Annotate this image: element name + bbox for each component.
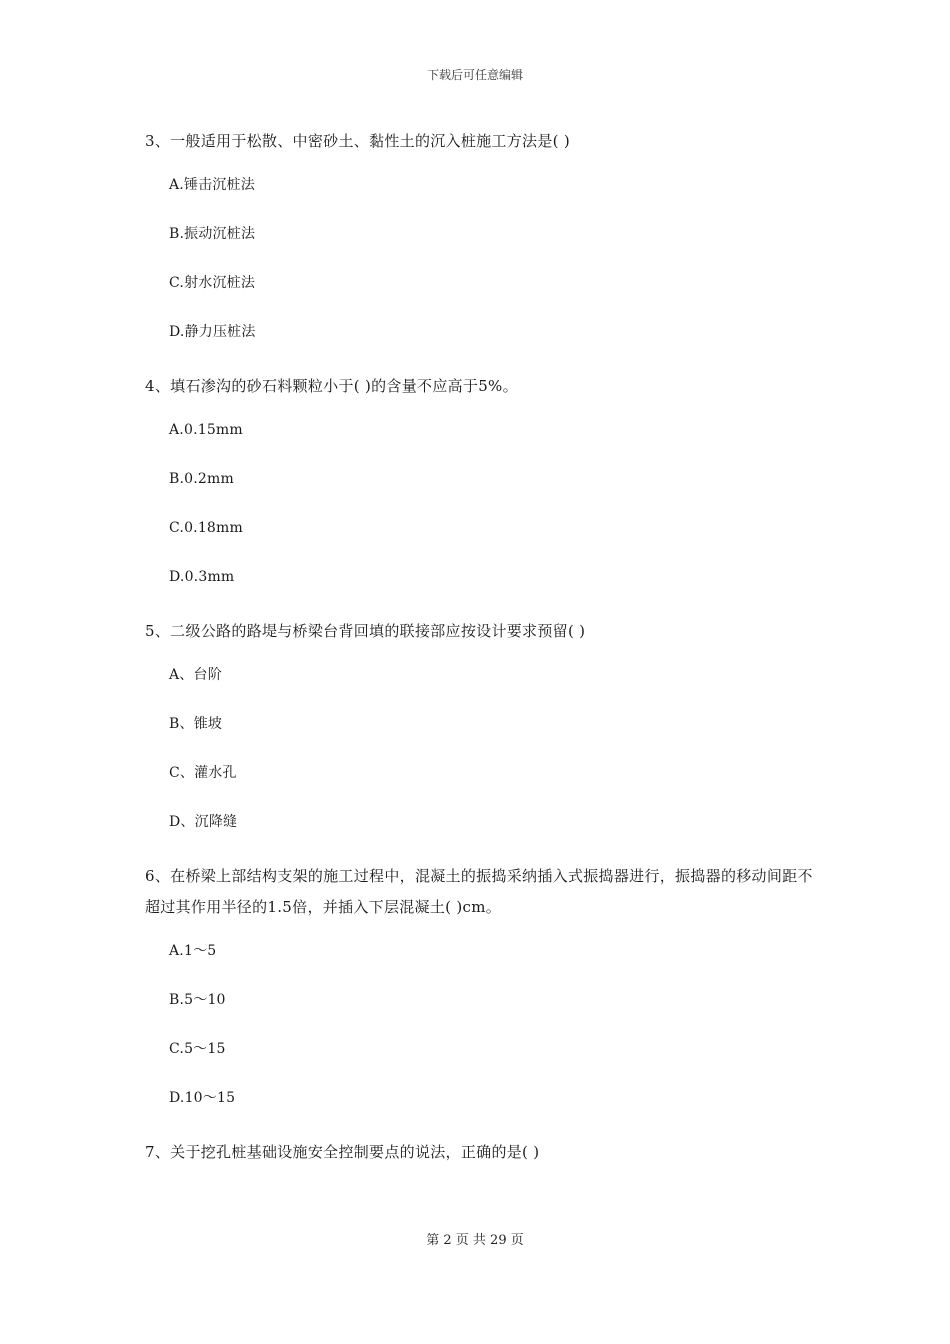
option-a: A.0.15mm xyxy=(169,422,243,438)
option-d: D、沉降缝 xyxy=(169,814,238,830)
page-header: 下载后可任意编辑 xyxy=(426,68,523,82)
option-a: A.1～5 xyxy=(169,943,217,959)
question-5 xyxy=(145,616,815,832)
option-c: C.0.18mm xyxy=(169,520,243,536)
option-c: C、灌水孔 xyxy=(169,765,237,781)
question-stem: 7、关于挖孔桩基础设施安全控制要点的说法，正确的是( ) xyxy=(145,1143,540,1161)
option-a: A.锤击沉桩法 xyxy=(169,177,255,193)
option-b: B.5～10 xyxy=(169,992,226,1008)
option-d: D.0.3mm xyxy=(169,569,235,585)
question-7 xyxy=(145,1137,815,1168)
option-d: D.10～15 xyxy=(169,1090,236,1106)
document-body xyxy=(145,126,815,1186)
option-b: B.振动沉桩法 xyxy=(169,226,256,242)
option-a: A、台阶 xyxy=(169,667,222,683)
question-stem: 3、一般适用于松散、中密砂土、黏性土的沉入桩施工方法是( ) xyxy=(145,132,571,150)
question-4 xyxy=(145,371,815,587)
option-b: B.0.2mm xyxy=(169,471,234,487)
question-3 xyxy=(145,126,815,342)
option-c: C.5～15 xyxy=(169,1041,226,1057)
option-b: B、锥坡 xyxy=(169,716,223,732)
page-footer: 第 2 页 共 29 页 xyxy=(426,1233,524,1248)
question-6 xyxy=(145,861,815,1108)
question-stem: 6、在桥梁上部结构支架的施工过程中，混凝土的振捣采纳插入式振捣器进行，振捣器的移动间距不超过其作用半径的1.5倍，并插入下层混凝土( )cm。 xyxy=(145,867,813,916)
option-d: D.静力压桩法 xyxy=(169,324,256,340)
question-stem: 4、填石渗沟的砂石料颗粒小于( )的含量不应高于5%。 xyxy=(145,377,518,395)
option-c: C.射水沉桩法 xyxy=(169,275,256,291)
question-stem: 5、二级公路的路堤与桥梁台背回填的联接部应按设计要求预留( ) xyxy=(145,622,586,640)
